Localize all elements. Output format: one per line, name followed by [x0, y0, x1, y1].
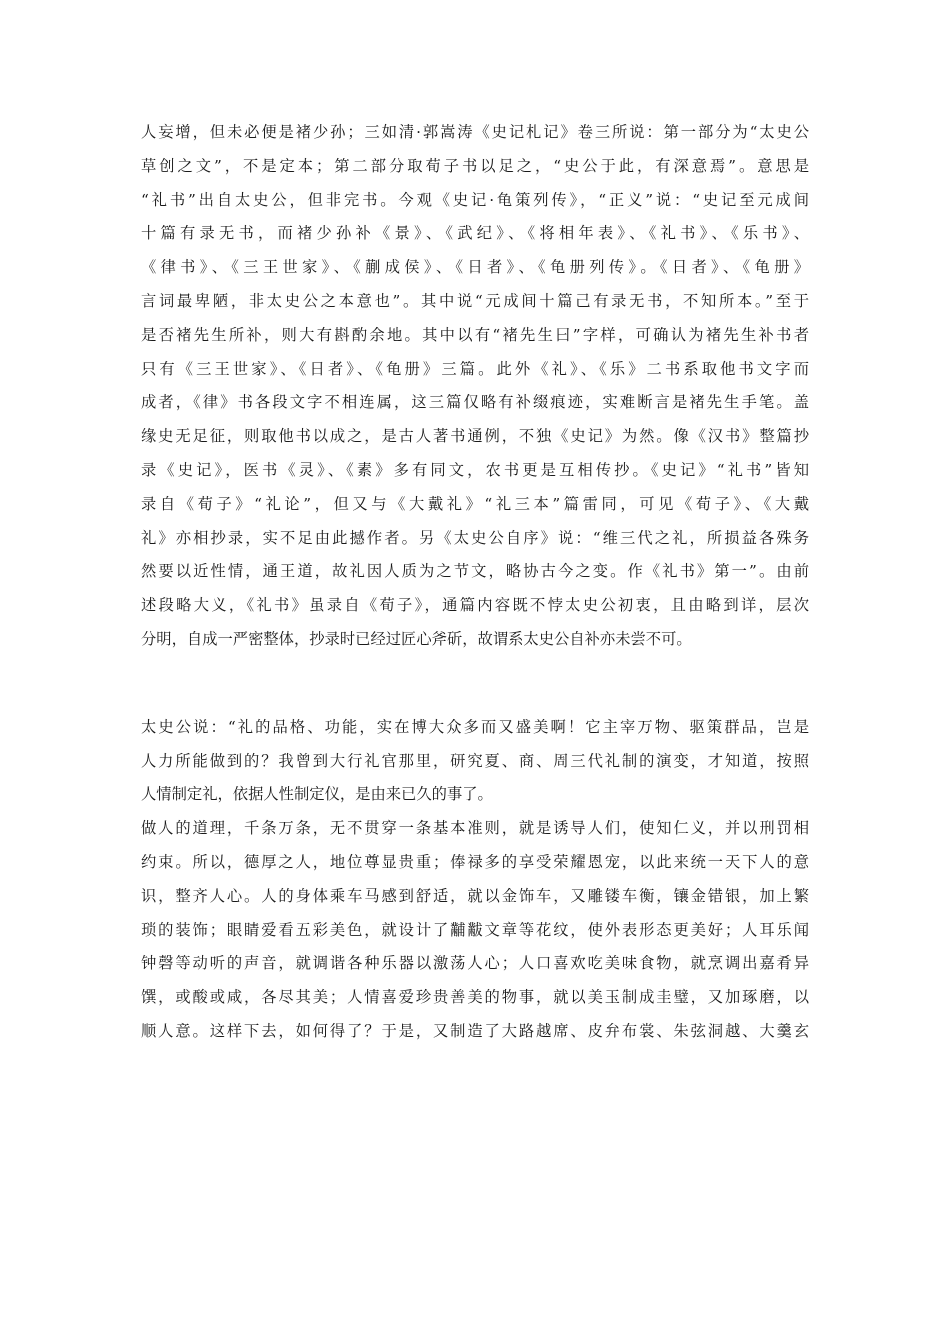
text-line: 只有《三王世家》、《日者》、《龟册》三篇。此外《礼》、《乐》二书系取他书文字而 [141, 359, 809, 378]
text-line: 录《史记》，医书《灵》、《素》多有同文，农书更是互相传抄。《史记》“礼书”皆知 [141, 460, 809, 479]
text-line: 言词最卑陋，非太史公之本意也”。其中说“元成间十篇己有录无书，不知所本。”至于 [141, 291, 809, 310]
text-line: 十篇有录无书，而褚少孙补《景》、《武纪》、《将相年表》、《礼书》、《乐书》、 [141, 224, 809, 243]
text-line: 礼》亦相抄录，实不足由此撼作者。另《太史公自序》说：“维三代之礼，所损益各殊务 [141, 528, 809, 547]
text-line: 人力所能做到的？我曾到大行礼官那里，研究夏、商、周三代礼制的演变，才知道，按照 [141, 751, 809, 770]
text-line: “礼书”出自太史公，但非完书。今观《史记·龟策列传》，“正义”说：“史记至元成间 [141, 190, 809, 209]
text-line: 做人的道理，千条万条，无不贯穿一条基本准则，就是诱导人们，使知仁义，并以刑罚相 [141, 819, 809, 838]
text-line: 录自《荀子》“礼论”，但又与《大戴礼》“礼三本”篇雷同，可见《荀子》、《大戴 [141, 494, 809, 513]
text-line: 分明，自成一严密整体，抄录时已经过匠心斧斫，故谓系太史公自补亦未尝不可。 [141, 629, 692, 648]
text-line: 馔，或酸或咸，各尽其美；人情喜爱珍贵善美的物事，就以美玉制成圭璧，又加琢磨，以 [141, 988, 809, 1007]
paragraph-translation-body [141, 812, 809, 1049]
text-line: 草创之文”，不是定本；第二部分取荀子书以足之，“史公于此，有深意焉”。意思是 [141, 156, 809, 175]
text-line: 人妄增，但未必便是褚少孙；三如清·郭嵩涛《史记札记》卷三所说：第一部分为“太史公 [141, 123, 809, 141]
document-page [141, 116, 809, 1049]
text-line: 钟磬等动听的声音，就调谐各种乐器以激荡人心；人口喜欢吃美味食物，就烹调出嘉肴异 [141, 954, 809, 973]
text-line: 述段略大义，《礼书》虽录自《荀子》，通篇内容既不悖太史公初衷，且由略到详，层次 [141, 596, 809, 615]
text-line: 识，整齐人心。人的身体乘车马感到舒适，就以金饰车，又雕镂车衡，镶金错银，加上繁 [141, 886, 809, 905]
paragraph-spacer [141, 657, 809, 711]
text-line: 然要以近性情，通王道，故礼因人质为之节文，略协古今之变。作《礼书》第一”。由前 [141, 562, 809, 581]
text-line: 《律书》、《三王世家》、《蒯成侯》、《日者》、《龟册列传》。《日者》、《龟册》 [141, 258, 809, 277]
text-line: 成者，《律》书各段文字不相连属，这三篇仅略有补缀痕迹，实难断言是褚先生手笔。盖 [141, 393, 809, 412]
text-line: 是否褚先生所补，则大有斟酌余地。其中以有“褚先生曰”字样，可确认为褚先生补书者 [141, 325, 809, 344]
paragraph-translation-intro [141, 711, 809, 812]
text-line: 约束。所以，德厚之人，地位尊显贵重；俸禄多的享受荣耀恩宠，以此来统一天下人的意 [141, 852, 809, 871]
text-line: 太史公说：“礼的品格、功能，实在博大众多而又盛美啊！它主宰万物、驱策群品，岂是 [141, 717, 809, 736]
text-line: 缘史无足征，则取他书以成之，是古人著书通例，不独《史记》为然。像《汉书》整篇抄 [141, 427, 809, 446]
paragraph-commentary [141, 116, 809, 657]
text-line: 顺人意。这样下去，如何得了？于是，又制造了大路越席、皮弁布裳、朱弦洞越、大羹玄 [141, 1021, 809, 1040]
text-line: 琐的装饰；眼睛爱看五彩美色，就设计了黼黻文章等花纹，使外表形态更美好；人耳乐闻 [141, 920, 809, 939]
text-line: 人情制定礼，依据人性制定仪，是由来已久的事了。 [141, 785, 493, 804]
